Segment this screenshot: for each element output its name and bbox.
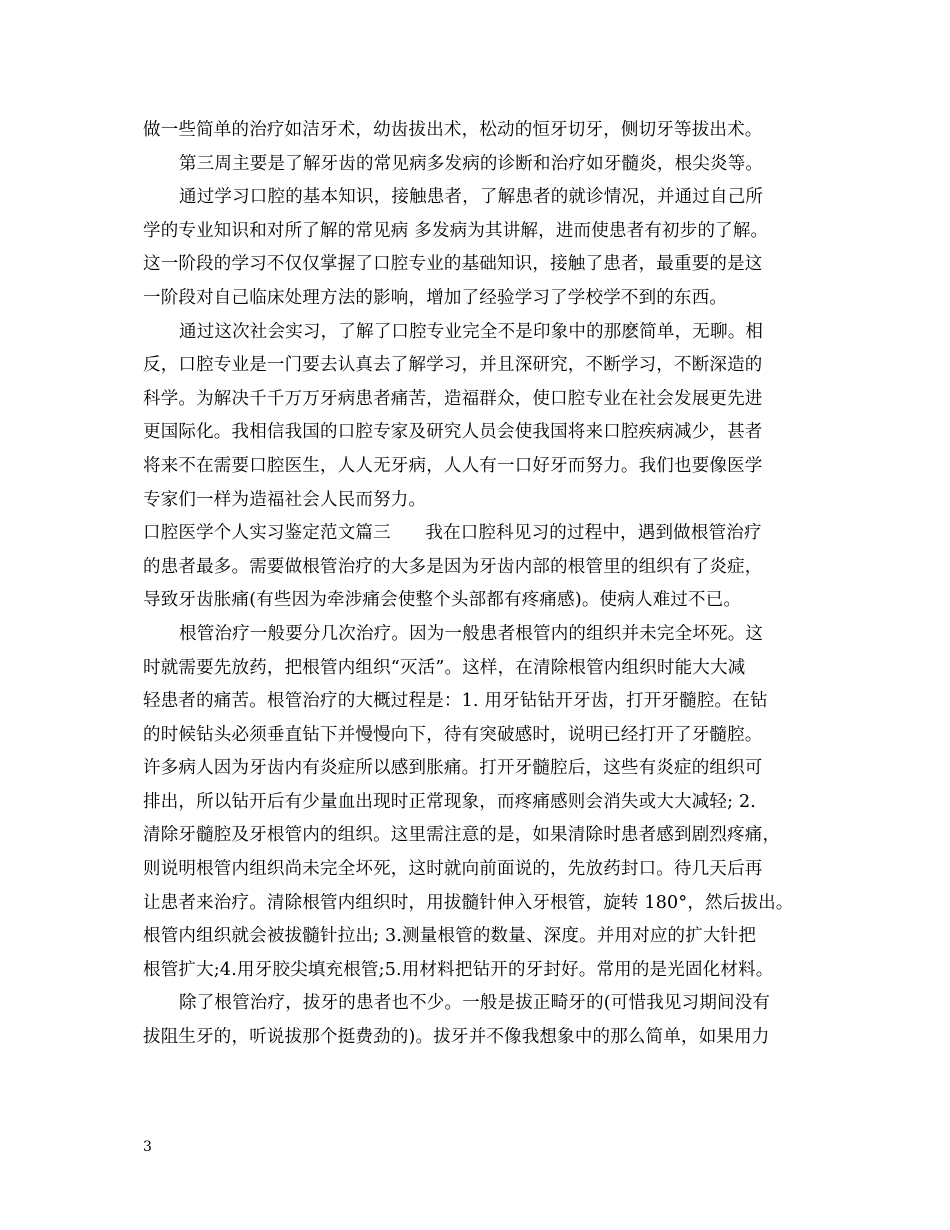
text-line: 根管治疗一般要分几次治疗。因为一般患者根管内的组织并未完全坏死。这 bbox=[179, 623, 764, 644]
text-line: 让患者来治疗。清除根管内组织时，用拔髓针伸入牙根管，旋转 180°，然后拔出。 bbox=[143, 892, 794, 913]
text-line: 的时候钻头必须垂直钻下并慢慢向下，待有突破感时，说明已经打开了牙髓腔。 bbox=[143, 724, 763, 745]
text-line: 这一阶段的学习不仅仅掌握了口腔专业的基础知识，接触了患者，最重要的是这 bbox=[143, 254, 763, 275]
page-number: 3 bbox=[143, 1139, 152, 1155]
text-line: 科学。为解决千千万万牙病患者痛苦，造福群众，使口腔专业在社会发展更先进 bbox=[143, 388, 763, 409]
text-line: 反，口腔专业是一门要去认真去了解学习，并且深研究，不断学习，不断深造的 bbox=[143, 355, 763, 376]
text-line: 排出，所以钻开后有少量血出现时正常现象，而疼痛感则会消失或大大减轻; 2. bbox=[143, 791, 757, 812]
text-line: 通过这次社会实习，了解了口腔专业完全不是印象中的那麽简单，无聊。相 bbox=[179, 321, 764, 342]
text-line: 第三周主要是了解牙齿的常见病多发病的诊断和治疗如牙髓炎，根尖炎等。 bbox=[179, 153, 764, 174]
text-line: 许多病人因为牙齿内有炎症所以感到胀痛。打开牙髓腔后，这些有炎症的组织可 bbox=[143, 758, 763, 779]
text-line: 清除牙髓腔及牙根管内的组织。这里需注意的是，如果清除时患者感到剧烈疼痛， bbox=[143, 825, 781, 846]
text-line: 通过学习口腔的基本知识，接触患者，了解患者的就诊情况，并通过自己所 bbox=[179, 187, 764, 208]
text-line: 根管内组织就会被拔髓针拉出; 3.测量根管的数量、深度。并用对应的扩大针把 bbox=[143, 926, 757, 947]
text-line: 一阶段对自己临床处理方法的影响，增加了经验学习了学校学不到的东西。 bbox=[143, 287, 728, 308]
text-line: 拔阻生牙的，听说拔那个挺费劲的)。拔牙并不像我想象中的那么简单，如果用力 bbox=[143, 1027, 770, 1048]
text-line: 学的专业知识和对所了解的常见病 多发病为其讲解，进而使患者有初步的了解。 bbox=[143, 220, 769, 241]
body-text bbox=[143, 114, 833, 1055]
text-line: 则说明根管内组织尚未完全坏死，这时就向前面说的，先放药封口。待几天后再 bbox=[143, 859, 763, 880]
text-line: 轻患者的痛苦。根管治疗的大概过程是：1. 用牙钻钻开牙齿，打开牙髓腔。在钻 bbox=[143, 691, 768, 712]
text-line: 专家们一样为造福社会人民而努力。 bbox=[143, 489, 427, 510]
section-heading-line: 口腔医学个人实习鉴定范文篇三 我在口腔科见习的过程中，遇到做根管治疗 bbox=[143, 523, 762, 544]
text-line: 更国际化。我相信我国的口腔专家及研究人员会使我国将来口腔疾病减少，甚者 bbox=[143, 422, 763, 443]
text-line: 将来不在需要口腔医生，人人无牙病，人人有一口好牙而努力。我们也要像医学 bbox=[143, 455, 763, 476]
text-line: 时就需要先放药，把根管内组织“灭活”。这样，在清除根管内组织时能大大减 bbox=[143, 657, 746, 678]
text-line: 做一些简单的治疗如洁牙术，幼齿拔出术，松动的恒牙切牙，侧切牙等拔出术。 bbox=[143, 120, 763, 140]
text-line: 的患者最多。需要做根管治疗的大多是因为牙齿内部的根管里的组织有了炎症， bbox=[143, 556, 763, 577]
text-line: 根管扩大;4.用牙胶尖填充根管;5.用材料把钻开的牙封好。常用的是光固化材料。 bbox=[143, 959, 774, 980]
text-line: 除了根管治疗，拔牙的患者也不少。一般是拔正畸牙的(可惜我见习期间没有 bbox=[179, 993, 771, 1014]
text-line: 导致牙齿胀痛(有些因为牵涉痛会使整个头部都有疼痛感)。使病人难过不已。 bbox=[143, 590, 742, 611]
